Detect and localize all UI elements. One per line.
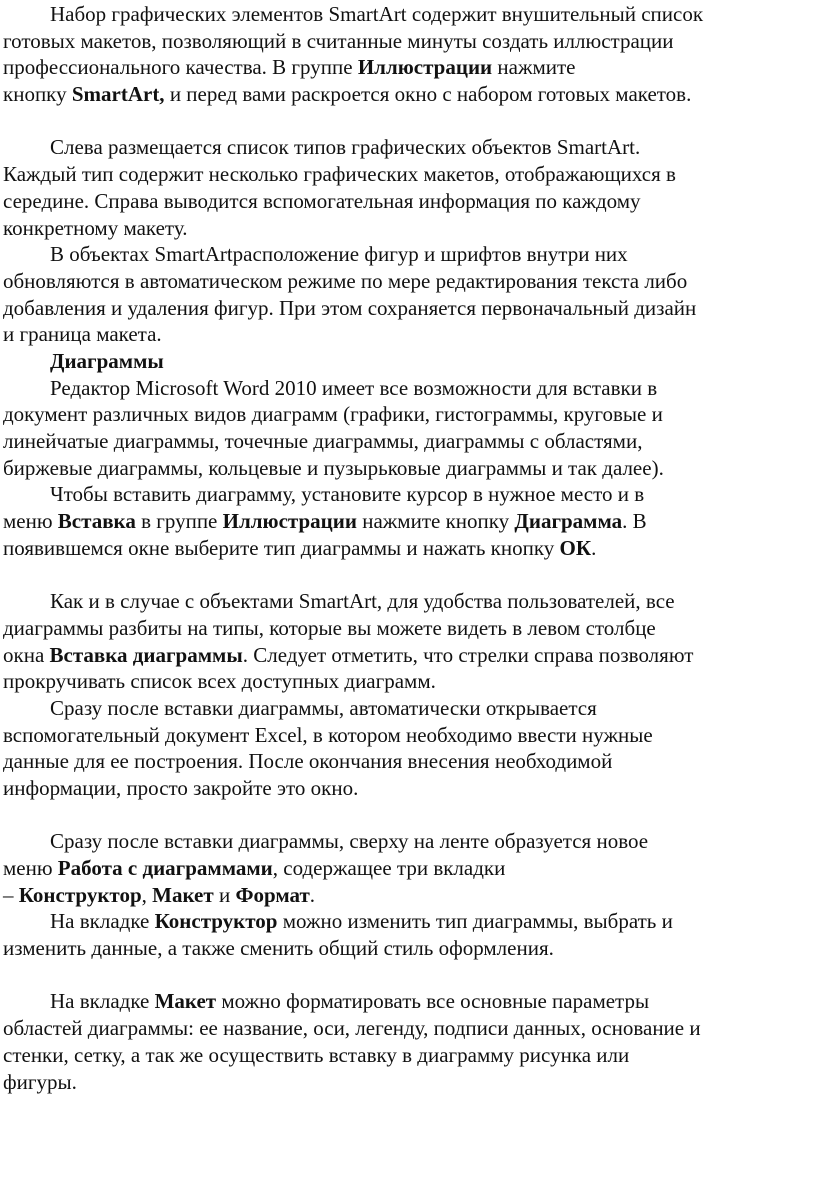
paragraph-charts-intro	[3, 375, 815, 482]
paragraph-layout-tab	[3, 988, 815, 1095]
blank-line	[3, 108, 815, 135]
text-line: окна Вставка диаграммы. Следует отметить, что стрелки справа позволяют	[3, 642, 694, 667]
text-line: меню Работа с диаграммами, содержащее три вкладки	[3, 856, 506, 880]
text-line: Сразу после вставки диаграммы, автоматически открывается	[50, 695, 597, 720]
text-line: Набор графических элементов SmartArt содержит внушительный список	[50, 2, 704, 26]
text-line: появившемся окне выберите тип диаграммы и нажать кнопку ОК.	[3, 535, 597, 560]
text-line: и граница макета.	[3, 322, 162, 347]
text-line: стенки, сетку, а так же осуществить вставку в диаграмму рисунка или	[3, 1042, 630, 1067]
text-line: линейчатые диаграммы, точечные диаграммы, диаграммы с областями,	[3, 429, 643, 453]
bold-term: Иллюстрации	[222, 509, 357, 534]
bold-term: Конструктор	[18, 882, 142, 907]
text-line: готовых макетов, позволяющий в считанные минуты создать иллюстрации	[3, 28, 674, 53]
text-line: добавления и удаления фигур. При этом сохраняется первоначальный дизайн	[3, 295, 697, 320]
text-line: На вкладке Макет можно форматировать все основные параметры	[50, 989, 650, 1014]
text-line: Каждый тип содержит несколько графических макетов, отображающихся в	[3, 162, 676, 187]
text-line: вспомогательный документ Excel, в котором необходимо ввести нужные	[3, 722, 653, 747]
text-line: изменить данные, а также сменить общий стиль оформления.	[3, 936, 554, 961]
text-line: диаграммы разбиты на типы, которые вы можете видеть в левом столбце	[3, 615, 656, 640]
bold-term: Конструктор	[154, 909, 278, 934]
bold-term: Формат	[235, 882, 310, 907]
text-line: На вкладке Конструктор можно изменить тип диаграммы, выбрать и	[50, 909, 673, 934]
bold-term: Иллюстрации	[357, 55, 493, 80]
paragraph-excel	[3, 695, 815, 802]
text-line: конкретному макету.	[3, 215, 188, 240]
section-heading: Диаграммы	[50, 348, 164, 373]
text-line: областей диаграммы: ее название, оси, легенду, подписи данных, основание и	[3, 1016, 701, 1041]
text-line: фигуры.	[3, 1069, 77, 1094]
paragraph-smartart-intro	[3, 1, 815, 108]
text-line: биржевые диаграммы, кольцевые и пузырьковые диаграммы и так далее).	[3, 455, 664, 480]
paragraph-insert-chart	[3, 481, 815, 561]
paragraph-smartart-auto	[3, 241, 815, 348]
bold-term: Макет	[152, 882, 214, 907]
document-page	[3, 1, 815, 1095]
text-line: меню Вставка в группе Иллюстрации нажмите кнопку Диаграмма. В	[3, 509, 647, 534]
paragraph-ribbon-menu	[3, 828, 815, 908]
text-line: В объектах SmartArtрасположение фигур и шрифтов внутри них	[50, 242, 628, 267]
text-line: прокручивать список всех доступных диаграмм.	[3, 669, 436, 694]
bold-term: SmartArt,	[71, 82, 165, 107]
text-line: Чтобы вставить диаграмму, установите курсор в нужное место и в	[50, 482, 645, 507]
text-line: середине. Справа выводится вспомогательная информация по каждому	[3, 188, 641, 213]
bold-term: Работа с диаграммами	[57, 856, 273, 880]
blank-line	[3, 802, 815, 829]
bold-term: Вставка	[57, 509, 136, 534]
paragraph-smartart-layout	[3, 134, 815, 241]
paragraph-constructor-tab	[3, 908, 815, 961]
text-line: документ различных видов диаграмм (графики, гистограммы, круговые и	[3, 402, 663, 427]
text-line: обновляются в автоматическом режиме по мере редактирования текста либо	[3, 268, 688, 293]
bold-term: Диаграмма	[514, 509, 623, 534]
text-line: кнопку SmartArt, и перед вами раскроется окно с набором готовых макетов.	[3, 82, 692, 107]
text-line: Сразу после вставки диаграммы, сверху на ленте образуется новое	[50, 829, 649, 854]
paragraph-chart-types	[3, 588, 815, 695]
blank-line	[3, 962, 815, 989]
text-line: Как и в случае с объектами SmartArt, для удобства пользователей, все	[50, 589, 675, 614]
bold-term: Вставка диаграммы	[49, 642, 243, 667]
text-line: информации, просто закройте это окно.	[3, 775, 359, 800]
text-line: профессионального качества. В группе Иллюстрации нажмите	[3, 55, 576, 80]
text-line: – Конструктор, Макет и Формат.	[3, 882, 316, 907]
text-line: Редактор Microsoft Word 2010 имеет все возможности для вставки в	[50, 375, 658, 400]
blank-line	[3, 561, 815, 588]
bold-term: Макет	[154, 989, 217, 1014]
bold-term: ОК	[559, 535, 592, 560]
text-line: Слева размещается список типов графических объектов SmartArt.	[50, 135, 641, 160]
text-line: данные для ее построения. После окончания внесения необходимой	[3, 749, 613, 774]
